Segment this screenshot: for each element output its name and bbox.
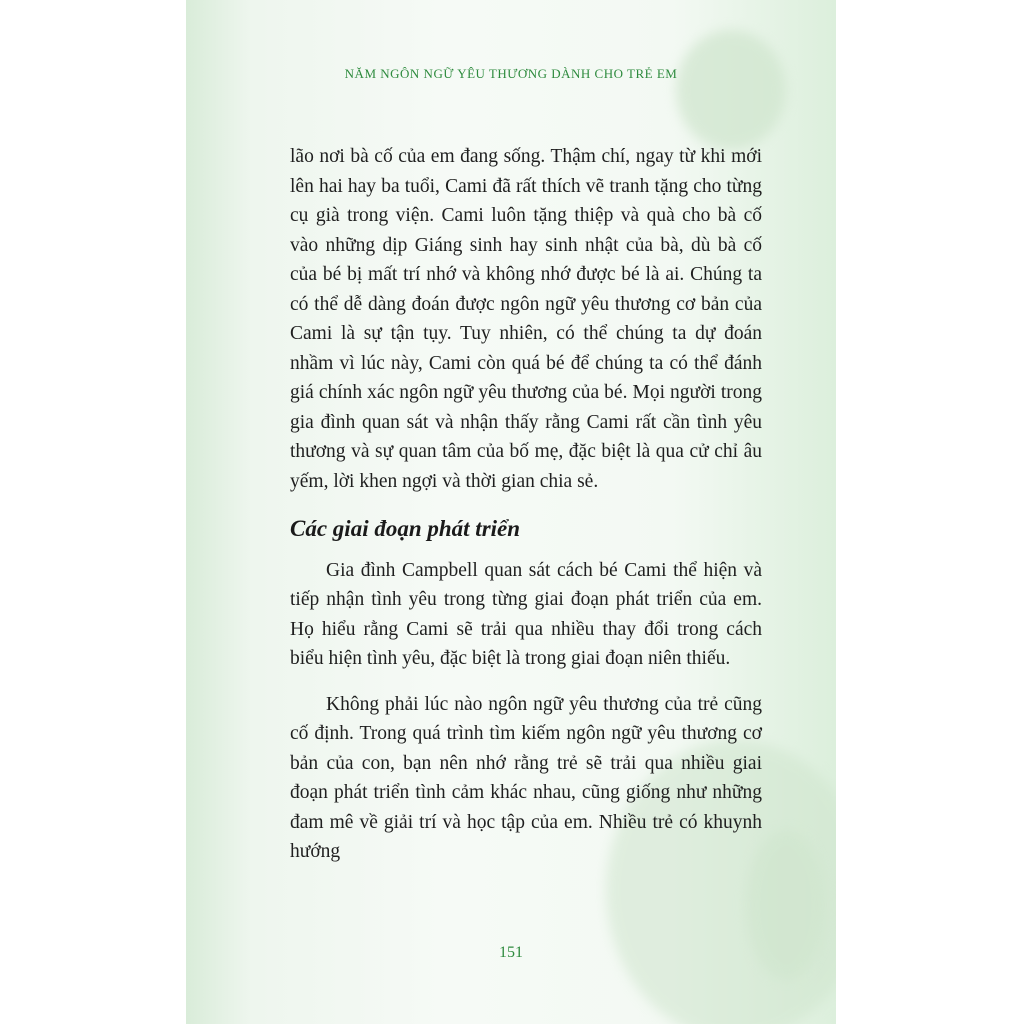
paragraph-1: lão nơi bà cố của em đang sống. Thậm chí, ngay từ khi mới lên hai hay ba tuổi, Cami đã rất thích vẽ tranh tặng cho từng cụ già trong viện. Cami luôn tặng thiệp và quà cho bà cố vào những dịp Giáng sinh hay sinh nhật của bà, dù bà cố của bé bị mất trí nhớ và không nhớ được bé là ai. Chúng ta có thể dễ dàng đoán được ngôn ngữ yêu thương cơ bản của Cami là sự tận tụy. Tuy nhiên, có thể chúng ta dự đoán nhầm vì lúc này, Cami còn quá bé để chúng ta có thể đánh giá chính xác ngôn ngữ yêu thương của bé. Mọi người trong gia đình quan sát và nhận thấy rằng Cami rất cần tình yêu thương và sự quan tâm của bố mẹ, đặc biệt là qua cử chỉ âu yếm, lời khen ngợi và thời gian chia sẻ.	[290, 146, 762, 492]
decorative-child-photo-top	[676, 30, 786, 150]
paragraph-3: Không phải lúc nào ngôn ngữ yêu thương của trẻ cũng cố định. Trong quá trình tìm kiếm ngôn ngữ yêu thương cơ bản của con, bạn nên nhớ rằng trẻ sẽ trải qua nhiều giai đoạn phát triển tình cảm khác nhau, cũng giống như những đam mê về giải trí và học tập của em. Nhiều trẻ có khuynh hướng	[290, 693, 762, 862]
paragraph-2: Gia đình Campbell quan sát cách bé Cami thể hiện và tiếp nhận tình yêu trong từng giai đoạn phát triển của em. Họ hiểu rằng Cami sẽ trải qua nhiều thay đổi trong cách biểu hiện tình yêu, đặc biệt là trong giai đoạn niên thiếu.	[290, 559, 762, 669]
running-header: NĂM NGÔN NGỮ YÊU THƯƠNG DÀNH CHO TRẺ EM	[344, 66, 678, 81]
book-page	[186, 0, 836, 1024]
section-heading: Các giai đoạn phát triển	[290, 516, 521, 541]
page-body	[290, 142, 762, 867]
page-number: 151	[499, 944, 523, 961]
